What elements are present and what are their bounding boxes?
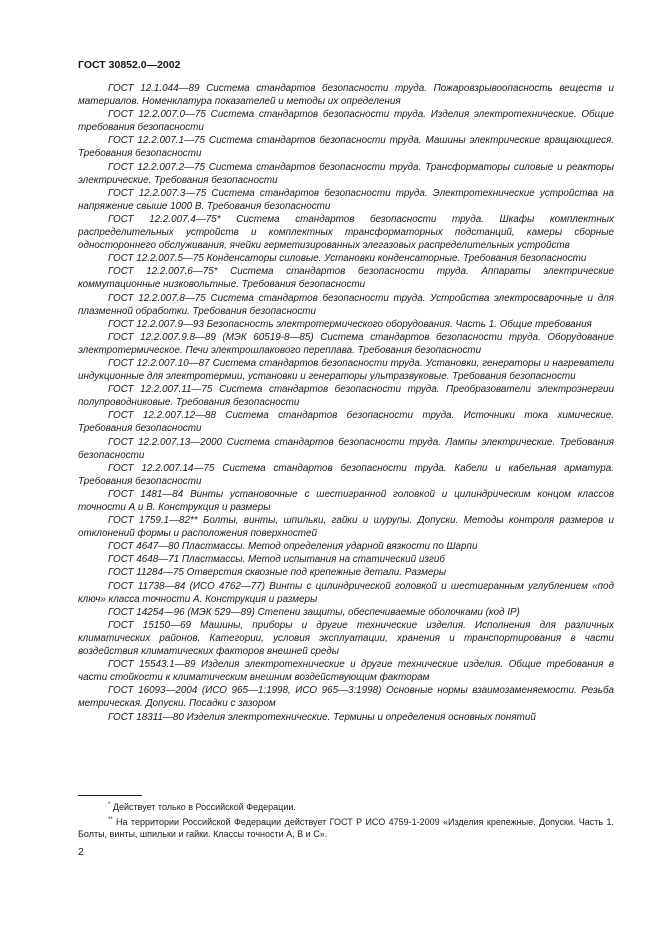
reference-entry: ГОСТ 12.2.007.14—75 Система стандартов безопасности труда. Кабели и кабельная арматура. Требования безопасности	[78, 462, 614, 487]
reference-entry: ГОСТ 12.2.007.3—75 Система стандартов безопасности труда. Электротехнические устройства на напряжение свыше 1000 В. Требования безопасности	[78, 187, 614, 212]
page-number: 2	[78, 846, 84, 858]
reference-entry: ГОСТ 12.2.007.5—75 Конденсаторы силовые. Установки конденсаторные. Требования безопасности	[108, 253, 587, 265]
reference-entry: ГОСТ 12.2.007.2—75 Система стандартов безопасности труда. Трансформаторы силовые и реакторы электрические. Требования безопасности	[78, 161, 614, 186]
reference-entry: ГОСТ 1481—84 Винты установочные с шестигранной головкой и цилиндрическим концом классов точности А и В. Конструкция и размеры	[78, 488, 614, 513]
reference-entry: ГОСТ 14254—96 (МЭК 529—89) Степени защиты, обеспечиваемые оболочками (код IP)	[108, 606, 520, 618]
reference-entry: ГОСТ 11738—84 (ИСО 4762—77) Винты с цилиндрической головкой и шестигранным углублением «под ключ» класса точности А. Конструкция и размеры	[78, 580, 614, 605]
reference-entry: ГОСТ 11284—75 Отверстия сквозные под крепежные детали. Размеры	[108, 567, 447, 579]
reference-entry: ГОСТ 12.2.007.4—75* Система стандартов безопасности труда. Шкафы комплектных распределительных устройств и комплектных трансформаторных подстанций, камеры сборные одностороннего обслуживания, ячейки герметизированных элегазовых распределительных устройств	[78, 213, 614, 252]
normative-references-list	[78, 82, 614, 724]
reference-entry: ГОСТ 12.2.007.0—75 Система стандартов безопасности труда. Изделия электротехнические. Общие требования безопасности	[78, 109, 614, 134]
reference-entry: ГОСТ 12.1.044—89 Система стандартов безопасности труда. Пожаровзрывоопасность веществ и материалов. Номенклатура показателей и методы их определения	[78, 83, 614, 108]
footnote-text: Действует только в Российской Федерации.	[112, 802, 296, 812]
footnote-1	[78, 799, 614, 814]
reference-entry: ГОСТ 12.2.007.11—75 Система стандартов безопасности труда. Преобразователи электроэнергии полупроводниковые. Требования безопасности	[78, 384, 614, 409]
reference-entry: ГОСТ 12.2.007.10—87 Система стандартов безопасности труда. Установки, генераторы и нагреватели индукционные для электротермии, установки и генераторы ультразвуковые. Требования безопасности	[78, 357, 614, 383]
reference-entry: ГОСТ 12.2.007.1—75 Система стандартов безопасности труда. Машины электрические вращающиеся. Требования безопасности	[78, 135, 614, 160]
footnote-2	[78, 814, 614, 841]
reference-entry: ГОСТ 12.2.007.13—2000 Система стандартов безопасности труда. Лампы электрические. Требования безопасности	[78, 436, 614, 461]
reference-entry: ГОСТ 1759.1—82** Болты, винты, шпильки, гайки и шурупы. Допуски. Методы контроля размеров и отклонений формы и расположения поверхностей	[78, 515, 614, 540]
reference-entry: ГОСТ 15150—69 Машины, приборы и другие технические изделия. Исполнения для различных климатических районов. Категории, условия эксплуатации, хранения и транспортирования в части воздействия климатических факторов внешней среды	[78, 619, 614, 658]
reference-entry: ГОСТ 12.2.007.9.8—89 (МЭК 60519-8—85) Система стандартов безопасности труда. Оборудование электротермическое. Печи электрошлакового переплава. Требования безопасности	[78, 331, 614, 356]
reference-entry: ГОСТ 18311—80 Изделия электротехнические. Термины и определения основных понятий	[108, 711, 536, 723]
footnote-text: На территории Российской Федерации действует ГОСТ Р ИСО 4759-1-2009 «Изделия крепежные. Допуски. Часть 1. Болты, винты, шпильки и гайки. Классы точности А, В и С».	[78, 816, 614, 839]
reference-entry: ГОСТ 16093—2004 (ИСО 965—1:1998, ИСО 965—3:1998) Основные нормы взаимозаменяемости. Резьба метрическая. Допуски. Посадки с зазором	[78, 685, 614, 710]
reference-entry: ГОСТ 4648—71 Пластмассы. Метод испытания на статический изгиб	[108, 554, 445, 566]
footnote-mark: **	[108, 816, 113, 823]
reference-entry: ГОСТ 12.2.007.8—75 Система стандартов безопасности труда. Устройства электросварочные и для плазменной обработки. Требования безопасности	[78, 292, 614, 317]
reference-entry: ГОСТ 12.2.007.9—93 Безопасность электротермического оборудования. Часть 1. Общие требования	[108, 318, 592, 330]
footnote-mark: *	[108, 802, 111, 808]
footnotes	[78, 799, 614, 841]
reference-entry: ГОСТ 15543.1—89 Изделия электротехнические и другие технические изделия. Общие требования в части стойкости к климатическим внешним воздействующим факторам	[78, 659, 614, 684]
footnote-divider	[78, 795, 142, 796]
reference-entry: ГОСТ 12.2.007.6—75* Система стандартов безопасности труда. Аппараты электрические коммутационные низковольтные. Требования безопасности	[78, 266, 614, 291]
reference-entry: ГОСТ 12.2.007.12—88 Система стандартов безопасности труда. Источники тока химические. Требования безопасности	[78, 410, 614, 435]
reference-entry: ГОСТ 4647—80 Пластмассы. Метод определения ударной вязкости по Шарпи	[108, 541, 478, 553]
document-header: ГОСТ 30852.0—2002	[78, 59, 181, 71]
